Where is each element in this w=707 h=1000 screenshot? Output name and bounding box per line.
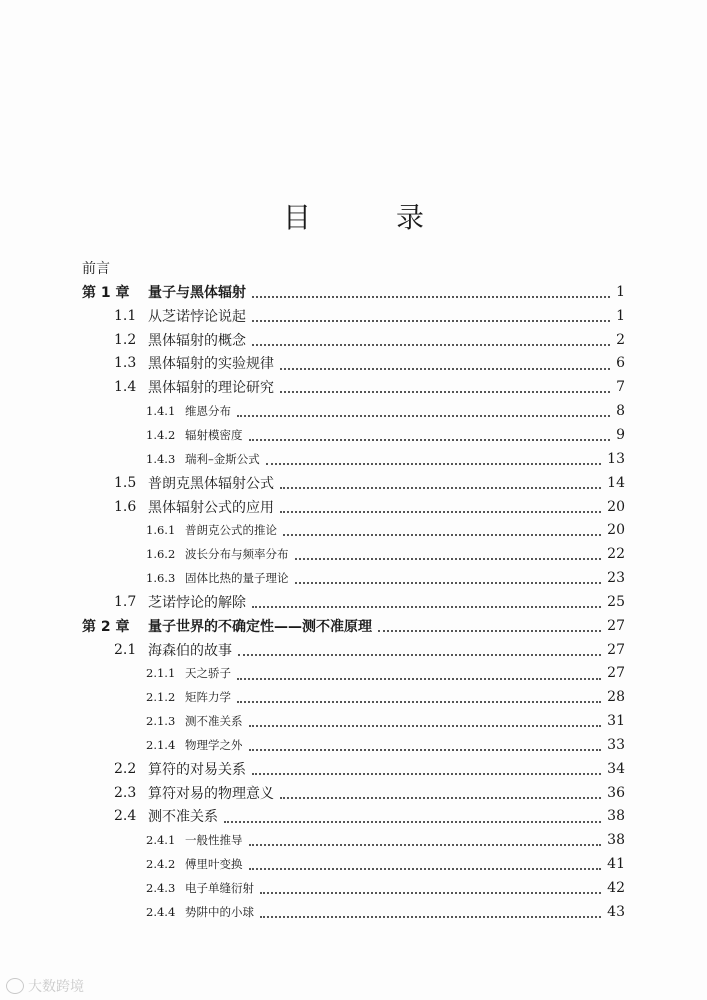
toc-entry-title: 算符对易的物理意义 <box>148 785 274 802</box>
toc-entry-number: 2.3 <box>114 784 137 801</box>
toc-entry-page: 28 <box>607 689 625 706</box>
toc-entry-title: 电子单缝衍射 <box>185 881 254 896</box>
toc-entry-number: 1.2 <box>114 331 137 348</box>
toc-entry-title: 黑体辐射的概念 <box>148 332 246 349</box>
toc-entry-number: 1.1 <box>114 307 137 324</box>
toc-entry-section[interactable] <box>0 757 707 781</box>
toc-entry-section[interactable] <box>0 328 707 352</box>
toc-entry-page: 9 <box>616 426 625 443</box>
toc-entry-sub[interactable] <box>0 900 707 924</box>
toc-entry-title: 一般性推导 <box>185 833 243 848</box>
toc-entry-page: 27 <box>607 617 625 634</box>
toc-leader-dots <box>249 747 602 751</box>
toc-entry-page: 42 <box>607 880 625 897</box>
toc-entry-section[interactable] <box>0 495 707 519</box>
toc-entry-title: 普朗克黑体辐射公式 <box>148 475 274 492</box>
toc-entry-title: 算符的对易关系 <box>148 761 246 778</box>
toc-entry-title: 固体比热的量子理论 <box>185 571 289 586</box>
watermark-text: 大数跨境 <box>28 979 84 995</box>
toc-entry-page: 31 <box>607 713 625 730</box>
toc-entry-page: 27 <box>607 641 625 658</box>
toc-entry-number: 1.6.1 <box>146 523 176 538</box>
toc-leader-dots <box>237 413 610 417</box>
toc-entry-number: 2.4.4 <box>146 904 176 919</box>
toc-leader-dots <box>280 795 601 799</box>
toc-entry-page: 20 <box>607 522 625 539</box>
toc-entry-page: 14 <box>607 474 625 491</box>
toc-entry-number: 2.2 <box>114 760 137 777</box>
toc-leader-dots <box>295 580 602 584</box>
toc-entry-title: 量子世界的不确定性——测不准原理 <box>148 618 372 635</box>
toc-entry-number: 1.4.1 <box>146 404 176 419</box>
toc-entry-page: 20 <box>607 498 625 515</box>
toc-entry-number: 1.6.2 <box>146 547 176 562</box>
toc-entry-sub[interactable] <box>0 566 707 590</box>
toc-entry-number: 2.4.2 <box>146 857 176 872</box>
toc-leader-dots <box>249 723 602 727</box>
toc-entry-title: 测不准关系 <box>185 714 243 729</box>
toc-leader-dots <box>280 389 610 393</box>
toc-entry-title: 天之骄子 <box>185 666 231 681</box>
toc-leader-dots <box>280 485 601 489</box>
page-title: 目 录 <box>283 201 462 234</box>
toc-entry-page: 33 <box>607 736 625 753</box>
toc-entry-title: 量子与黑体辐射 <box>148 284 246 301</box>
watermark-logo-icon <box>6 978 24 994</box>
toc-entry-page: 36 <box>607 784 625 801</box>
toc-entry-section[interactable] <box>0 805 707 829</box>
toc-leader-dots <box>260 890 601 894</box>
toc-entry-number: 第 2 章 <box>82 618 130 635</box>
toc-entry-title: 海森伯的故事 <box>148 642 232 659</box>
toc-entry-sub[interactable] <box>0 709 707 733</box>
toc-entry-page: 6 <box>616 355 625 372</box>
toc-entry-title: 黑体辐射的实验规律 <box>148 356 274 373</box>
toc-entry-title: 矩阵力学 <box>185 690 231 705</box>
toc-entry-sub[interactable] <box>0 447 707 471</box>
toc-entry-sub[interactable] <box>0 828 707 852</box>
toc-leader-dots <box>237 676 601 680</box>
toc-entry-number: 2.4.3 <box>146 881 176 896</box>
toc-entry-page: 38 <box>607 808 625 825</box>
toc-leader-dots <box>252 771 601 775</box>
toc-entry-sub[interactable] <box>0 876 707 900</box>
toc-entry-title: 普朗克公式的推论 <box>185 523 277 538</box>
toc-leader-dots <box>260 914 601 918</box>
toc-entry-number: 2.1.4 <box>146 737 176 752</box>
toc-entry-sub[interactable] <box>0 518 707 542</box>
toc-entry-number: 2.1.1 <box>146 666 176 681</box>
toc-entry-title: 辐射模密度 <box>185 427 243 442</box>
toc-entry-title: 傅里叶变换 <box>185 857 243 872</box>
toc-entry-sub[interactable] <box>0 423 707 447</box>
toc-entry-number: 1.3 <box>114 355 137 372</box>
toc-entry-page: 1 <box>616 283 625 300</box>
toc-entry-sub[interactable] <box>0 542 707 566</box>
toc-entry-title: 势阱中的小球 <box>185 904 254 919</box>
toc-entry-number: 1.6.3 <box>146 571 176 586</box>
toc-entry-page: 7 <box>616 379 625 396</box>
toc-leader-dots <box>280 366 610 370</box>
toc-leader-dots <box>378 628 601 632</box>
toc-leader-dots <box>238 652 601 656</box>
toc-entry-sub[interactable] <box>0 399 707 423</box>
toc-entry-section[interactable] <box>0 638 707 662</box>
toc-leader-dots <box>295 556 602 560</box>
toc-entry-section[interactable] <box>0 781 707 805</box>
toc-entry-page: 23 <box>607 570 625 587</box>
toc-leader-dots <box>266 461 601 465</box>
toc-leader-dots <box>252 342 610 346</box>
toc-entry-page: 1 <box>616 307 625 324</box>
toc-preface[interactable]: 前言 <box>82 261 110 277</box>
toc-entry-sub[interactable] <box>0 733 707 757</box>
toc-entry-page: 43 <box>607 903 625 920</box>
toc-entry-number: 2.1.3 <box>146 714 176 729</box>
toc-entry-number: 1.4.2 <box>146 427 176 442</box>
toc-entry-title: 测不准关系 <box>148 809 218 826</box>
toc-entry-section[interactable] <box>0 471 707 495</box>
toc-leader-dots <box>252 318 610 322</box>
toc-entry-number: 2.4.1 <box>146 833 176 848</box>
toc-entry-number: 1.4 <box>114 379 137 396</box>
toc-leader-dots <box>252 294 610 298</box>
toc-entry-number: 1.5 <box>114 474 137 491</box>
toc-entry-number: 1.7 <box>114 593 137 610</box>
toc-leader-dots <box>249 842 602 846</box>
toc-entry-title: 维恩分布 <box>185 404 231 419</box>
toc-entry-number: 1.6 <box>114 498 137 515</box>
table-of-contents <box>0 280 707 924</box>
toc-entry-page: 34 <box>607 760 625 777</box>
toc-entry-number: 第 1 章 <box>82 284 130 301</box>
toc-entry-page: 27 <box>607 665 625 682</box>
toc-entry-chapter[interactable] <box>0 614 707 638</box>
toc-entry-number: 2.1 <box>114 641 137 658</box>
toc-entry-page: 13 <box>607 450 625 467</box>
toc-entry-number: 2.1.2 <box>146 690 176 705</box>
watermark <box>6 976 84 996</box>
toc-entry-title: 从芝诺悖论说起 <box>148 308 246 325</box>
toc-leader-dots <box>237 699 601 703</box>
toc-entry-sub[interactable] <box>0 662 707 686</box>
toc-entry-number: 2.4 <box>114 808 137 825</box>
toc-entry-page: 8 <box>616 403 625 420</box>
toc-entry-section[interactable] <box>0 304 707 328</box>
toc-entry-title: 波长分布与频率分布 <box>185 547 289 562</box>
toc-entry-sub[interactable] <box>0 852 707 876</box>
toc-entry-chapter[interactable] <box>0 280 707 304</box>
toc-entry-page: 38 <box>607 832 625 849</box>
toc-entry-sub[interactable] <box>0 685 707 709</box>
toc-leader-dots <box>224 819 601 823</box>
toc-entry-section[interactable] <box>0 352 707 376</box>
toc-leader-dots <box>249 866 602 870</box>
toc-entry-title: 瑞利–金斯公式 <box>185 451 260 466</box>
toc-entry-title: 黑体辐射公式的应用 <box>148 499 274 516</box>
toc-entry-page: 25 <box>607 593 625 610</box>
toc-entry-number: 1.4.3 <box>146 451 176 466</box>
toc-leader-dots <box>249 437 611 441</box>
toc-entry-title: 物理学之外 <box>185 737 243 752</box>
toc-entry-title: 黑体辐射的理论研究 <box>148 380 274 397</box>
toc-entry-page: 2 <box>616 331 625 348</box>
toc-entry-section[interactable] <box>0 375 707 399</box>
toc-leader-dots <box>283 532 601 536</box>
toc-entry-page: 41 <box>607 856 625 873</box>
toc-entry-page: 22 <box>607 546 625 563</box>
toc-entry-title: 芝诺悖论的解除 <box>148 594 246 611</box>
toc-leader-dots <box>252 604 601 608</box>
toc-leader-dots <box>280 509 601 513</box>
toc-entry-section[interactable] <box>0 590 707 614</box>
